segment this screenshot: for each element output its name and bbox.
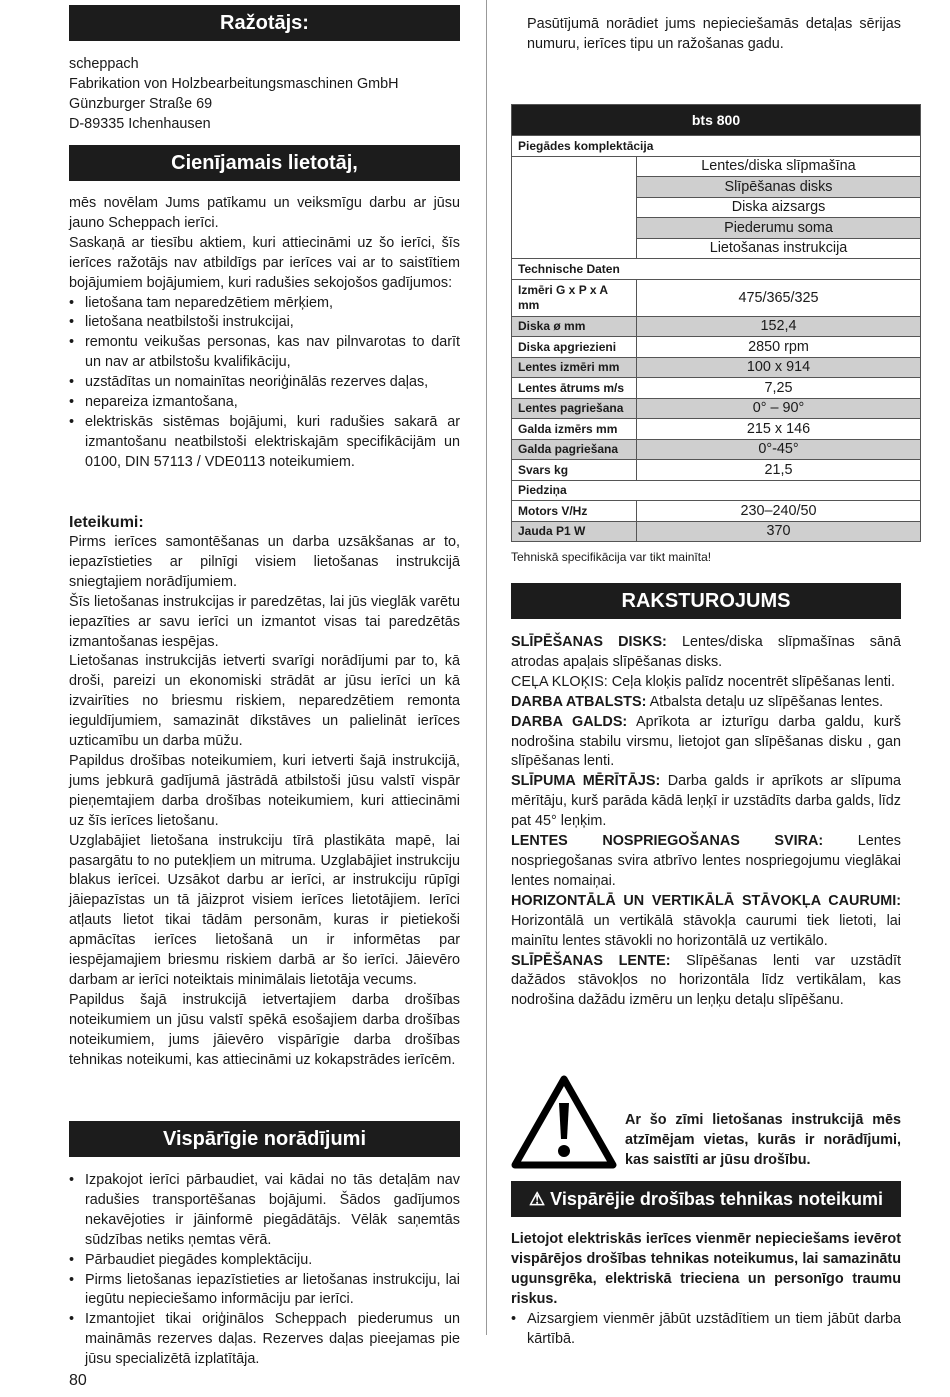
list-item: • Izpakojot ierīci pārbaudiet, vai kādai no tās detaļām nav radušies transportēšanas bojājumi. Šādos gadījumos nekavējoties ir jāinformē piegādātājs. Vēlāk saņemtās sūdzības netiks ņemtas vērā. (69, 1171, 460, 1251)
warning-triangle-icon (511, 1075, 617, 1169)
spec-value: 100 x 914 (637, 357, 921, 378)
manufacturer-address (69, 55, 460, 135)
description-term: SLĪPUMA MĒRĪTĀJS: (511, 773, 661, 790)
delivery-item: Lietošanas instrukcija (637, 238, 921, 259)
liability-paragraph: Saskaņā ar tiesību aktiem, kuri attiecināmi uz šo ierīci, šīs ierīces ražotājs nav atbildīgs par ierīces vai ar to saistītiem bojājumiem bojājumiem, kuri radušies sekojošos gadījumos: (69, 234, 460, 291)
general-list (69, 1171, 460, 1370)
list-item-text: Izmantojiet tikai oriģinālos Scheppach piederumus un maināmās rezerves daļas. Rezerves daļas pieejamas pie jūsu specializētā izplatītāja. (85, 1311, 460, 1368)
warning-note: Ar šo zīmi lietošanas instrukcijā mēs atzīmējam vietas, kurās ir norādījumi, kas saistīti ar jūsu drošību. (625, 1112, 901, 1168)
advice-paragraph: Uzglabājiet lietošana instrukciju tīrā plastikāta mapē, lai pasargātu to no putekļiem un mitruma. Uzglabājiet instrukciju blakus ierīcei. Uzsākot darbu ar ierīci, ar instrukciju rūpīgi jāiepazīstas un tā jāizprot visiem ierīces lietotājiem. Ierīci atļauts lietot tikai tādām personām, kuras ir pietiekoši apmācītas ierīces lietošanā un ir informētas par iespējamajiem briesmu riskiem darbā ar šo ierīci. Jāievēro darbam ar ierīci noteiktais minimālais lietotāja vecums. (69, 832, 460, 988)
spec-value: 7,25 (637, 378, 921, 399)
list-item: • Aizsargiem vienmēr jābūt uzstādītiem un tiem jābūt darba kārtībā. (511, 1310, 901, 1350)
advice-paragraph: Šīs lietošanas instrukcijas ir paredzētas, lai jūs vieglāk varētu iepazīties ar savu ierīci un izmantot visas tai paredzētās izmantošanas iespējas. (69, 593, 460, 650)
list-item (69, 1310, 460, 1370)
spec-key: Svars kg (512, 460, 637, 481)
description-item (511, 892, 901, 952)
spec-value: 230–240/50 (637, 501, 921, 522)
general-list-continued (511, 15, 901, 55)
advice-paragraph: Lietošanas instrukcijās ietverti svarīgi norādījumi par to, kā droši, pareizi un ekonomiski strādāt ar jūsu ierīci un kā izvairīties no briesmu riskiem, neparedzētiem remonta ieguldījumiem, samazināt dīkstāves un palielināt ierīces uzticamību un darba mūžu. (69, 653, 460, 750)
list-item: • uzstādītas un nomainītas neoriģinālās rezerves daļas, (69, 373, 460, 393)
description-text: CEĻA KLOĶIS: Ceļa kloķis palīdz nocentrēt slīpēšanas lenti. (511, 673, 895, 690)
dear-user-body (69, 194, 460, 473)
spec-value: 370 (637, 521, 921, 542)
spec-note: Tehniskā specifikācija var tikt mainīta! (511, 550, 712, 564)
safety-list (511, 1310, 901, 1350)
manufacturer-heading: Ražotājs: (69, 5, 460, 41)
advice-section (69, 513, 460, 1070)
address-line: D-89335 Ichenhausen (69, 115, 211, 132)
advice-paragraph: Papildus šajā instrukcijā ietvertajiem darba drošības noteikumiem un jūsu valstī spēkā esošajiem darba drošības noteikumiem, jums jāievēro vispārīgie darba drošības tehnikas noteikumi, kas attiecināmi uz kokapstrādes ierīcēm. (69, 991, 460, 1068)
advice-heading: Ieteikumi: (69, 514, 144, 531)
description-body (511, 633, 901, 1011)
dear-user-heading: Cienījamais lietotāj, (69, 145, 460, 181)
liability-cases (69, 294, 460, 473)
address-line: Günzburger Straße 69 (69, 95, 213, 112)
continued-text: Pasūtījumā norādiet jums nepieciešamās detaļas sērijas numuru, ierīces tipu un ražošanas gadu. (527, 16, 901, 52)
safety-body (511, 1230, 901, 1349)
spec-table (511, 104, 921, 542)
address-line: scheppach (69, 56, 139, 72)
list-item: • lietošana tam neparedzētiem mērķiem, (69, 294, 460, 314)
description-text: Darba galds ir aprīkots ar slīpuma mērītāju, kurš parāda kādā leņķī ir uzstādīts darba galds, līdz pat 45° leņķim. (511, 773, 901, 830)
description-text: Slīpēšanas lenti var uzstādīt dažādos stāvokļos no horizontāla līdz vertikālam, kas nodrošina dažādu izmēru un leņķu detaļu slīpēšanu. (511, 952, 902, 1009)
description-item (511, 673, 901, 693)
description-term: DARBA GALDS: (511, 713, 628, 730)
spec-key: Izmēri G x P x A mm (512, 279, 637, 316)
spec-value: 152,4 (637, 316, 921, 337)
spec-key: Galda pagriešana (512, 439, 637, 460)
list-item: • elektriskās sistēmas bojājumi, kuri radušies sakarā ar izmantošanu neatbilstoši elektriskajām specifikācijām un 0100, DIN 57113 / VDE0113 noteikumiem. (69, 413, 460, 473)
spec-key: Lentes ātrums m/s (512, 378, 637, 399)
delivery-label: Piegādes komplektācija (512, 136, 921, 157)
page-number: 80 (69, 1372, 87, 1389)
description-term: LENTES NOSPRIEGOŠANAS SVIRA: (511, 833, 824, 850)
list-item: • remontu veikušas personas, kas nav pilnvarotas to darīt un nav ar atbilstošu kvalifikāciju, (69, 333, 460, 373)
description-item (511, 952, 901, 1012)
tech-label: Technische Daten (512, 259, 921, 280)
description-item (511, 693, 901, 713)
list-item: • nepareiza izmantošana, (69, 393, 460, 413)
spec-value: 215 x 146 (637, 419, 921, 440)
spec-key: Galda izmērs mm (512, 419, 637, 440)
spec-value: 2850 rpm (637, 337, 921, 358)
description-text: Atbalsta detaļu uz slīpēšanas lentes. (646, 693, 884, 710)
list-item: • lietošana neatbilstoši instrukcijai, (69, 313, 460, 333)
spec-value: 0°-45° (637, 439, 921, 460)
spec-value: 475/365/325 (637, 279, 921, 316)
spec-value: 21,5 (637, 460, 921, 481)
drive-label: Piedziņa (512, 480, 921, 501)
general-heading: Vispārīgie norādījumi (69, 1121, 460, 1157)
intro-paragraph: mēs novēlam Jums patīkamu un veiksmīgu darbu ar jūsu jauno Scheppach ierīci. (69, 195, 460, 231)
spec-key: Lentes pagriešana (512, 398, 637, 419)
description-item (511, 713, 901, 773)
description-item (511, 633, 901, 673)
spec-key: Motors V/Hz (512, 501, 637, 522)
list-item-continued (511, 15, 901, 55)
description-text: Lentes/diska slīpmašīnas sānā atrodas apaļais slīpēšanas disks. (511, 634, 902, 670)
spec-key: Diska ø mm (512, 316, 637, 337)
description-term: SLĪPĒŠANAS LENTE: (511, 952, 671, 969)
delivery-item: Piederumu soma (637, 218, 921, 239)
spec-key: Diska apgriezieni (512, 337, 637, 358)
list-item: • Pirms lietošanas iepazīstieties ar lietošanas instrukciju, lai iegūtu nepieciešamo informāciju par ierīci. (69, 1271, 460, 1311)
description-item (511, 832, 901, 892)
description-term: SLĪPĒŠANAS DISKS: (511, 634, 667, 650)
spec-value: 0° – 90° (637, 398, 921, 419)
delivery-item: Diska aizsargs (637, 197, 921, 218)
spec-key: Jauda P1 W (512, 521, 637, 542)
description-item (511, 772, 901, 832)
description-text: Aprīkota ar izturīgu darba galdu, kurš nodrošina stabilu virsmu, lietojot gan slīpēšanas disku , gan slīpēšanas lenti. (511, 713, 901, 770)
spec-model: bts 800 (512, 105, 921, 136)
list-item: • Pārbaudiet piegādes komplektāciju. (69, 1251, 460, 1271)
description-text: Lentes nospriegošanas svira atbrīvo lentes nospriegojumu vieglākai lentes nomaiņai. (511, 833, 901, 889)
safety-heading-text: Vispārējie drošības tehnikas noteikumi (550, 1189, 883, 1209)
delivery-item: Slīpēšanas disks (637, 177, 921, 198)
warning-icon: ⚠ (529, 1189, 546, 1209)
description-term: DARBA ATBALSTS: (511, 693, 647, 710)
description-text: Horizontālā un vertikālā stāvokļa caurumi tiek lietoti, lai mainītu lentes stāvokli no horizontālā uz vertikālo. (511, 912, 901, 949)
spec-key: Lentes izmēri mm (512, 357, 637, 378)
address-line: Fabrikation von Holzbearbeitungsmaschinen GmbH (69, 75, 399, 92)
description-term: HORIZONTĀLĀ UN VERTIKĀLĀ STĀVOKĻA CAURUMI: (511, 892, 901, 909)
advice-paragraph: Pirms ierīces samontēšanas un darba uzsākšanas ar to, iepazīstieties ar pilnīgi visiem lietošanas instrukcijā sniegtajiem norādījumiem. (69, 534, 460, 590)
delivery-spacer (512, 156, 637, 259)
safety-intro: Lietojot elektriskās ierīces vienmēr nepieciešams ievērot vispārējos drošības tehnikas noteikumus, lai samazinātu ugunsgrēka, elektriskā trieciena un personīgo traumu riskus. (511, 1231, 901, 1307)
delivery-item: Lentes/diska slīpmašīna (637, 156, 921, 177)
description-heading: RAKSTUROJUMS (511, 583, 901, 619)
column-divider (486, 0, 487, 1335)
safety-heading (511, 1181, 901, 1217)
advice-paragraph: Papildus drošības noteikumiem, kuri ietverti šajā instrukcijā, jums jebkurā gadījumā jāstrādā atbilstoši jūsu valstī vispār pieņemtajiem darba drošības noteikumiem, kuri attiecināmi uz šīs ierīces lietošanu. (69, 752, 460, 829)
